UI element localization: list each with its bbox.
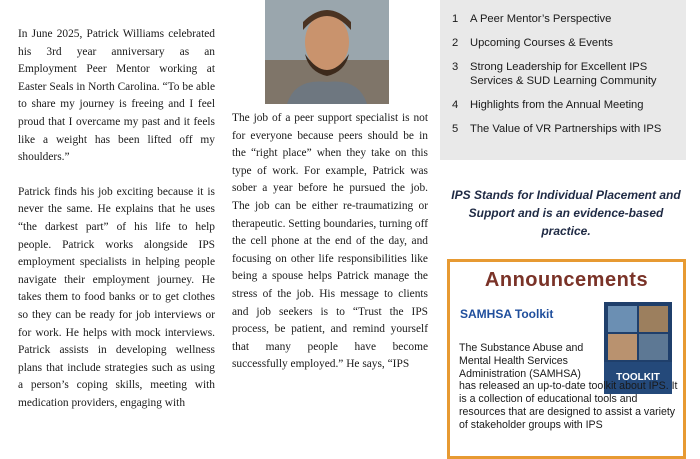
article-middle-column bbox=[232, 110, 428, 374]
toc-item-label: The Value of VR Partnerships with IPS bbox=[470, 123, 662, 135]
announcements-box bbox=[447, 259, 686, 459]
paragraph-text: In June 2025, Patrick Williams celebrated his 3rd year anniversary as an Employment Peer Mentor working at Easter Seals in North Carolina. “To be able to share my journey is freeing and I feel proud that I overcame my past and it feels like a weight has been lifted off my shoulders.” bbox=[18, 28, 215, 164]
toc-item-number: 4 bbox=[452, 99, 459, 111]
paragraph-text: The job of a peer support specialist is not for everyone because peers should be in the “right place” when they take on this type of work. For example, Patrick was sober a year before he pursued the job. The job can be either re-traumatizing or therapeutic. Setting boundaries, turning off the cell phone at the end of the day, and focusing on other life responsibilities like being a spouse helps Patrick manage the stress of the job. His message to clients and job seekers is to “Trust the IPS process, be patient, and remind yourself that many people have become successfully employed.” He says, “IPS bbox=[232, 112, 428, 371]
toolkit-text-wide: has released an up-to-date toolkit about IPS. It is a collection of educational tools and resources that are designed to assist a variety of stakeholder groups with IPS bbox=[459, 380, 678, 431]
toc-item-label: Upcoming Courses & Events bbox=[470, 37, 614, 49]
toolkit-text-narrow: The Substance Abuse and Mental Health Services Administration (SAMHSA) bbox=[459, 342, 584, 380]
toc-item-number: 1 bbox=[452, 13, 459, 25]
article-paragraph-2 bbox=[18, 184, 215, 413]
paragraph-text: Patrick finds his job exciting because it is never the same. He explains that he uses “the darkest part” of his life to help people. Patrick works alongside IPS employment specialists in helping people navigate their employment journey. He takes them to food banks or to get clothes so they can be ready for job interviews or for work. He helps with mock interviews. Patrick assists in developing wellness plans that include strategies such as using a person’s coping skills, meeting with medication providers, engaging with bbox=[18, 185, 215, 409]
ips-definition-note: IPS Stands for Individual Placement and Support and is an evidence-based practice. bbox=[451, 188, 681, 238]
toc-item-label: A Peer Mentor’s Perspective bbox=[470, 13, 612, 25]
toc-item-number: 2 bbox=[452, 37, 459, 49]
article-left-column bbox=[18, 0, 215, 429]
toc-item-4[interactable] bbox=[452, 98, 678, 112]
table-of-contents bbox=[440, 0, 686, 160]
toc-item-number: 5 bbox=[452, 123, 459, 135]
toc-item-3[interactable] bbox=[452, 60, 678, 88]
patrick-photo bbox=[265, 0, 389, 104]
toolkit-cover-label: TOOLKIT bbox=[616, 372, 660, 383]
toc-item-2[interactable] bbox=[452, 36, 678, 50]
announcements-heading: Announcements bbox=[484, 269, 649, 291]
toc-item-number: 3 bbox=[452, 61, 459, 73]
portrait-image bbox=[265, 0, 389, 104]
article-paragraph-1 bbox=[18, 26, 215, 167]
samhsa-toolkit-link[interactable]: SAMHSA Toolkit bbox=[460, 307, 554, 321]
toc-item-5[interactable] bbox=[452, 122, 678, 136]
toolkit-description bbox=[459, 342, 681, 432]
toc-item-label: Highlights from the Annual Meeting bbox=[470, 99, 644, 111]
toc-item-label: Strong Leadership for Excellent IPS Services & SUD Learning Community bbox=[470, 61, 657, 87]
article-paragraph-3 bbox=[232, 110, 428, 374]
toc-list bbox=[440, 0, 686, 136]
toc-item-1[interactable] bbox=[452, 12, 678, 26]
